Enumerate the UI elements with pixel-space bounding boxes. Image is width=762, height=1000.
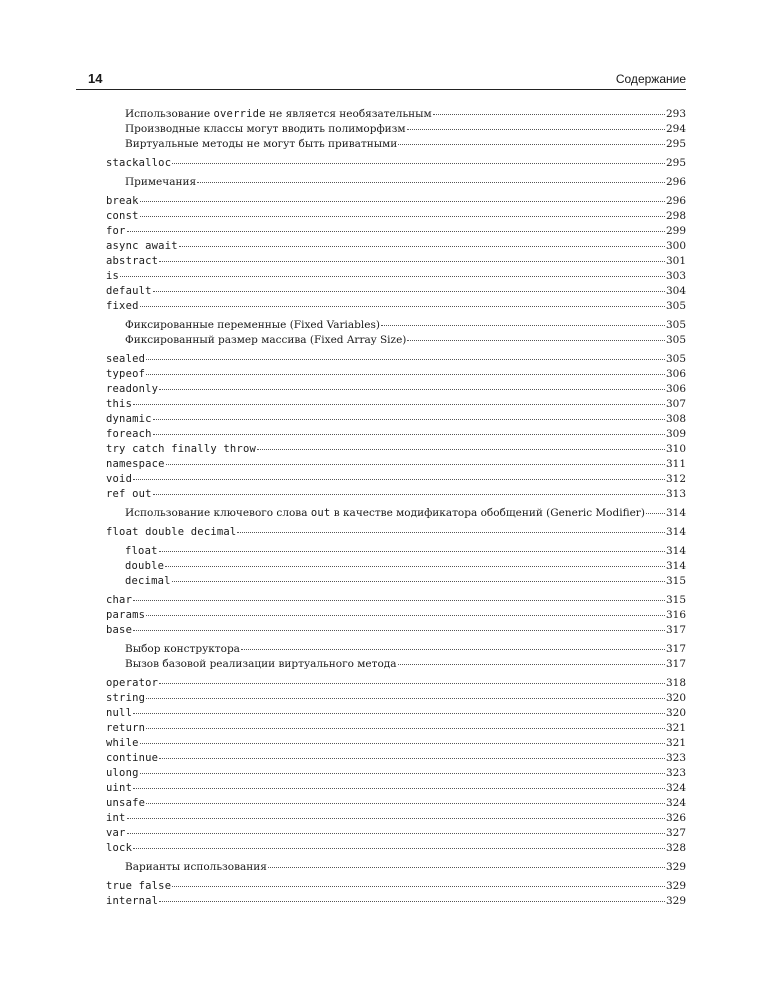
code-keyword: ref out <box>106 488 152 500</box>
toc-entry-title <box>106 254 158 269</box>
toc-page-number: 298 <box>665 210 686 222</box>
toc-entry-title <box>125 574 171 589</box>
title-text: Виртуальные методы не могут быть приватными <box>125 138 398 150</box>
dot-leader <box>133 629 665 631</box>
code-keyword: ulong <box>106 767 139 779</box>
toc-entry-title <box>125 107 432 122</box>
toc-entry <box>106 781 686 796</box>
dot-leader <box>140 305 665 307</box>
toc-subentry <box>106 506 686 521</box>
toc-entry-title <box>106 781 132 796</box>
code-keyword: dynamic <box>106 413 152 425</box>
toc-entry <box>106 239 686 254</box>
toc-page-number: 323 <box>665 767 686 779</box>
toc-entry <box>106 299 686 314</box>
toc-page-number: 296 <box>665 176 686 188</box>
code-keyword: namespace <box>106 458 165 470</box>
toc-entry <box>106 427 686 442</box>
toc-entry-title <box>106 691 145 706</box>
dot-leader <box>140 742 665 744</box>
toc-entry <box>106 796 686 811</box>
toc-entry <box>106 457 686 472</box>
dot-leader <box>140 200 665 202</box>
code-keyword: abstract <box>106 255 159 267</box>
code-keyword: float double decimal <box>106 526 237 538</box>
toc-page-number: 329 <box>665 861 686 873</box>
dot-leader <box>146 802 665 804</box>
dot-leader <box>140 772 665 774</box>
toc-subentry <box>106 175 686 190</box>
toc-entry-title <box>106 427 152 442</box>
toc-entry-title <box>125 544 158 559</box>
toc-entry-title <box>106 397 132 412</box>
dot-leader <box>268 866 665 868</box>
toc-entry-title <box>106 367 145 382</box>
code-keyword: decimal <box>125 575 171 587</box>
code-keyword: override <box>213 108 266 120</box>
dot-leader <box>127 817 665 819</box>
code-keyword: return <box>106 722 146 734</box>
code-keyword: true false <box>106 880 172 892</box>
dot-leader <box>257 448 665 450</box>
toc-page-number: 316 <box>665 609 686 621</box>
toc-page-number: 320 <box>665 692 686 704</box>
toc-page-number: 313 <box>665 488 686 500</box>
title-text: Варианты использования <box>125 861 267 873</box>
toc-page-number: 317 <box>665 624 686 636</box>
toc-entry-title <box>106 239 178 254</box>
toc-entry-title <box>106 676 158 691</box>
toc-entry-title <box>106 269 119 284</box>
toc-entry-title <box>106 156 171 171</box>
code-keyword: while <box>106 737 139 749</box>
dot-leader <box>153 290 665 292</box>
title-text: Использование ключевого слова <box>125 507 311 519</box>
title-text: Производные классы могут вводить полиморфизм <box>125 123 406 135</box>
toc-entry-title <box>106 608 145 623</box>
code-keyword: float <box>125 545 158 557</box>
code-keyword: async await <box>106 240 178 252</box>
toc-page-number: 310 <box>665 443 686 455</box>
code-keyword: break <box>106 195 139 207</box>
toc-entry <box>106 676 686 691</box>
toc-page-number: 318 <box>665 677 686 689</box>
toc-entry-title <box>125 137 397 152</box>
toc-entry <box>106 284 686 299</box>
toc-page-number: 299 <box>665 225 686 237</box>
toc-subentry <box>106 544 686 559</box>
toc-entry-title <box>106 194 139 209</box>
dot-leader <box>133 787 665 789</box>
title-text: в качестве модификатора обобщений (Generic Modifier) <box>330 507 645 519</box>
toc-entry-title <box>106 224 126 239</box>
toc-entry-title <box>125 333 406 348</box>
dot-leader <box>159 900 665 902</box>
dot-leader <box>120 275 665 277</box>
toc-entry-title <box>106 623 132 638</box>
title-text: Вызов базовой реализации виртуального метода <box>125 658 397 670</box>
toc-page-number: 329 <box>665 895 686 907</box>
toc-page-number: 320 <box>665 707 686 719</box>
code-keyword: this <box>106 398 133 410</box>
toc-page-number: 305 <box>665 334 686 346</box>
dot-leader <box>398 663 665 665</box>
toc-page-number: 305 <box>665 300 686 312</box>
toc-entry <box>106 352 686 367</box>
toc-page-number: 315 <box>665 575 686 587</box>
dot-leader <box>159 682 665 684</box>
toc-page-number: 296 <box>665 195 686 207</box>
toc-entry-title <box>106 412 152 427</box>
toc-page-number: 315 <box>665 594 686 606</box>
dot-leader <box>159 550 665 552</box>
toc-entry <box>106 382 686 397</box>
toc-page-number: 317 <box>665 658 686 670</box>
toc-page-number: 305 <box>665 353 686 365</box>
code-keyword: null <box>106 707 133 719</box>
toc-page-number: 321 <box>665 737 686 749</box>
toc-page-number: 309 <box>665 428 686 440</box>
dot-leader <box>159 260 665 262</box>
toc-entry <box>106 826 686 841</box>
toc-entry-title <box>106 721 145 736</box>
title-text: Фиксированный размер массива (Fixed Array Size) <box>125 334 407 346</box>
toc-subentry <box>106 333 686 348</box>
toc-page-number: 324 <box>665 797 686 809</box>
code-keyword: char <box>106 594 133 606</box>
toc-entry-title <box>106 472 132 487</box>
toc-entry <box>106 525 686 540</box>
page-number: 14 <box>88 71 103 86</box>
toc-entry <box>106 254 686 269</box>
toc-entry <box>106 397 686 412</box>
dot-leader <box>127 832 665 834</box>
code-keyword: lock <box>106 842 133 854</box>
dot-leader <box>407 128 665 130</box>
toc-entry-title <box>106 525 236 540</box>
code-keyword: typeof <box>106 368 146 380</box>
dot-leader <box>172 580 665 582</box>
title-text: Выбор конструктора <box>125 643 240 655</box>
dot-leader <box>398 143 665 145</box>
dot-leader <box>153 433 665 435</box>
dot-leader <box>140 215 665 217</box>
section-title: Содержание <box>615 72 686 86</box>
toc-entry <box>106 442 686 457</box>
toc-entry-title <box>106 442 256 457</box>
code-keyword: const <box>106 210 139 222</box>
toc-entry <box>106 194 686 209</box>
toc-entry-title <box>106 751 158 766</box>
toc-subentry <box>106 642 686 657</box>
code-keyword: params <box>106 609 146 621</box>
toc-entry-title <box>125 506 645 521</box>
toc-page-number: 323 <box>665 752 686 764</box>
dot-leader <box>172 885 665 887</box>
toc-page-number: 306 <box>665 368 686 380</box>
dot-leader <box>237 531 665 533</box>
dot-leader <box>197 181 665 183</box>
toc-entry <box>106 706 686 721</box>
title-text: не является необязательным <box>265 108 432 120</box>
toc-entry <box>106 691 686 706</box>
toc-page-number: 303 <box>665 270 686 282</box>
toc-entry-title <box>106 284 152 299</box>
toc-page-number: 294 <box>665 123 686 135</box>
toc-entry <box>106 608 686 623</box>
dot-leader <box>146 358 665 360</box>
dot-leader <box>646 512 665 514</box>
toc-page-number: 293 <box>665 108 686 120</box>
dot-leader <box>133 478 665 480</box>
toc-subentry <box>106 318 686 333</box>
dot-leader <box>179 245 665 247</box>
toc-entry-title <box>106 209 139 224</box>
dot-leader <box>159 757 665 759</box>
toc-entry <box>106 879 686 894</box>
toc-subentry <box>106 860 686 875</box>
toc-page-number: 304 <box>665 285 686 297</box>
toc-page-number: 301 <box>665 255 686 267</box>
running-header <box>76 71 686 90</box>
toc-entry <box>106 269 686 284</box>
toc-page-number: 308 <box>665 413 686 425</box>
dot-leader <box>146 697 665 699</box>
toc-entry-title <box>106 706 132 721</box>
toc-entry-title <box>106 593 132 608</box>
dot-leader <box>241 648 665 650</box>
toc-entry <box>106 811 686 826</box>
toc-page-number: 328 <box>665 842 686 854</box>
toc-page-number: 295 <box>665 157 686 169</box>
toc-page-number: 329 <box>665 880 686 892</box>
toc-entry-title <box>125 122 406 137</box>
toc-entry <box>106 841 686 856</box>
toc-entry <box>106 736 686 751</box>
toc-page-number: 307 <box>665 398 686 410</box>
toc-page-number: 306 <box>665 383 686 395</box>
toc-subentry <box>106 559 686 574</box>
toc-entry <box>106 472 686 487</box>
toc-entry-title <box>106 841 132 856</box>
toc-page-number: 314 <box>665 526 686 538</box>
toc-entry-title <box>106 879 171 894</box>
toc-page-number: 314 <box>665 545 686 557</box>
toc-subentry <box>106 657 686 672</box>
dot-leader <box>133 599 665 601</box>
title-text: Использование <box>125 108 214 120</box>
toc-page-number: 314 <box>665 507 686 519</box>
toc-entry <box>106 751 686 766</box>
toc-entry-title <box>125 318 380 333</box>
toc-entry-title <box>125 657 397 672</box>
code-keyword: var <box>106 827 126 839</box>
dot-leader <box>133 847 665 849</box>
toc-entry-title <box>125 175 196 190</box>
code-keyword: is <box>106 270 120 282</box>
code-keyword: try catch finally throw <box>106 443 256 455</box>
toc-entry <box>106 412 686 427</box>
dot-leader <box>153 418 665 420</box>
code-keyword: continue <box>106 752 159 764</box>
code-keyword: internal <box>106 895 159 907</box>
dot-leader <box>381 324 665 326</box>
code-keyword: string <box>106 692 146 704</box>
toc-entry-title <box>125 642 240 657</box>
toc-entry <box>106 156 686 171</box>
code-keyword: for <box>106 225 126 237</box>
toc-entry <box>106 894 686 909</box>
toc-entry <box>106 593 686 608</box>
dot-leader <box>133 403 665 405</box>
title-text: Примечания <box>125 176 197 188</box>
toc-entry <box>106 766 686 781</box>
code-keyword: base <box>106 624 133 636</box>
dot-leader <box>166 463 665 465</box>
code-keyword: fixed <box>106 300 139 312</box>
code-keyword: sealed <box>106 353 146 365</box>
toc-entry <box>106 623 686 638</box>
toc-entry-title <box>106 457 165 472</box>
dot-leader <box>133 712 665 714</box>
toc-page-number: 326 <box>665 812 686 824</box>
code-keyword: readonly <box>106 383 159 395</box>
toc-entry-title <box>106 352 145 367</box>
toc-page-number: 314 <box>665 560 686 572</box>
toc-entry <box>106 487 686 502</box>
toc-page-number: 312 <box>665 473 686 485</box>
toc-entry <box>106 367 686 382</box>
dot-leader <box>159 388 665 390</box>
dot-leader <box>153 493 665 495</box>
code-keyword: default <box>106 285 152 297</box>
code-keyword: int <box>106 812 126 824</box>
toc-subentry <box>106 574 686 589</box>
code-keyword: operator <box>106 677 159 689</box>
toc-subentry <box>106 137 686 152</box>
toc-entry-title <box>125 860 267 875</box>
toc-entry-title <box>125 559 164 574</box>
dot-leader <box>172 162 665 164</box>
toc-subentry <box>106 107 686 122</box>
toc-page-number: 321 <box>665 722 686 734</box>
toc-entry-title <box>106 796 145 811</box>
toc-entry-title <box>106 811 126 826</box>
toc-page-number: 300 <box>665 240 686 252</box>
toc-entry <box>106 209 686 224</box>
toc-page-number: 305 <box>665 319 686 331</box>
dot-leader <box>407 339 665 341</box>
toc-page-number: 327 <box>665 827 686 839</box>
toc-page-number: 317 <box>665 643 686 655</box>
toc-entry-title <box>106 382 158 397</box>
code-keyword: uint <box>106 782 133 794</box>
toc-page-number: 324 <box>665 782 686 794</box>
toc-page-number: 295 <box>665 138 686 150</box>
dot-leader <box>433 113 665 115</box>
code-keyword: foreach <box>106 428 152 440</box>
title-text: Фиксированные переменные (Fixed Variables) <box>125 319 380 331</box>
dot-leader <box>165 565 665 567</box>
toc-entry <box>106 721 686 736</box>
dot-leader <box>127 230 665 232</box>
code-keyword: out <box>310 507 331 519</box>
dot-leader <box>146 727 665 729</box>
toc-entry-title <box>106 766 139 781</box>
dot-leader <box>146 373 665 375</box>
toc-page-number: 311 <box>665 458 686 470</box>
toc-entry-title <box>106 487 152 502</box>
toc-subentry <box>106 122 686 137</box>
toc-entry-title <box>106 299 139 314</box>
toc-entry-title <box>106 826 126 841</box>
toc-entry-title <box>106 736 139 751</box>
dot-leader <box>146 614 665 616</box>
code-keyword: unsafe <box>106 797 146 809</box>
toc-entry <box>106 224 686 239</box>
table-of-contents <box>106 107 686 909</box>
code-keyword: void <box>106 473 133 485</box>
code-keyword: stackalloc <box>106 157 172 169</box>
code-keyword: double <box>125 560 165 572</box>
toc-entry-title <box>106 894 158 909</box>
